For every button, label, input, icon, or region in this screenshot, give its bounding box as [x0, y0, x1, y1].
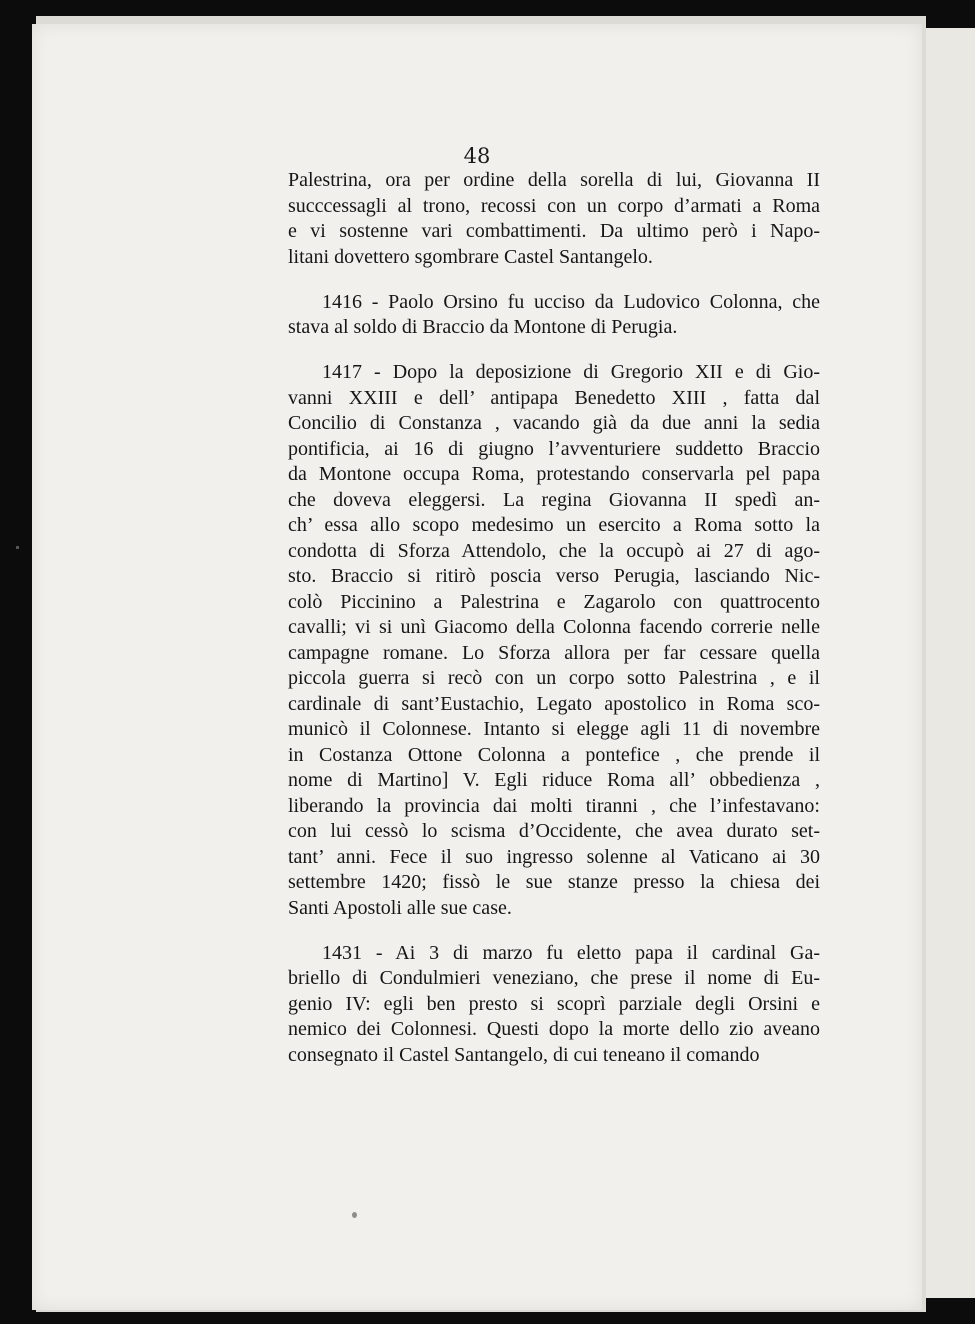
- text-line: da Montone occupa Roma, protestando conservarla pel papa: [288, 463, 820, 485]
- paper-blemish: [352, 1212, 357, 1218]
- text-line: municò il Colonnese. Intanto si elegge agli 11 di novembre: [288, 718, 820, 740]
- text-line: Santi Apostoli alle sue case.: [288, 896, 512, 919]
- text-line: in Costanza Ottone Colonna a pontefice , che prende il: [288, 743, 820, 766]
- text-line: tant’ anni. Fece il suo ingresso solenne al Vaticano ai 30: [288, 845, 820, 868]
- text-line: sto. Braccio si ritirò poscia verso Perugia, lasciando Nic-: [288, 565, 820, 587]
- book-page: [32, 24, 922, 1310]
- text-line: litani dovettero sgombrare Castel Santangelo.: [288, 245, 653, 268]
- text-line: consegnato il Castel Santangelo, di cui teneano il comando: [288, 1043, 760, 1066]
- text-line: piccola guerra si recò con un corpo sotto Palestrina , e il: [288, 667, 820, 689]
- text-line: vanni XXIII e dell’ antipapa Benedetto XIII , fatta dal: [288, 386, 820, 409]
- text-line: liberando la provincia dai molti tiranni , che l’infestavano:: [288, 794, 820, 817]
- page-body-text: [288, 168, 820, 1068]
- scan-speck: [16, 546, 19, 549]
- adjacent-page-edge: [925, 28, 975, 1298]
- text-line: Palestrina, ora per ordine della sorella di lui, Giovanna II: [288, 169, 820, 191]
- text-line: Concilio di Constanza , vacando già da due anni la sedia: [288, 412, 820, 434]
- text-line: ch’ essa allo scopo medesimo un esercito a Roma sotto la: [288, 514, 820, 536]
- text-line: succcessagli al trono, recossi con un corpo d’armati a Roma: [288, 194, 820, 217]
- text-line: genio IV: egli ben presto si scoprì parziale degli Orsini e: [288, 992, 820, 1015]
- text-line: pontificia, ai 16 di giugno l’avventuriere suddetto Braccio: [288, 437, 820, 460]
- text-line: briello di Condulmieri veneziano, che prese il nome di Eu-: [288, 967, 820, 989]
- page-number: 48: [463, 144, 491, 168]
- text-line: nemico dei Colonnesi. Questi dopo la morte dello zio aveano: [288, 1018, 820, 1040]
- text-line: nome di Martino] V. Egli riduce Roma all’ obbedienza ,: [288, 769, 820, 791]
- paragraph: [288, 360, 820, 921]
- text-line: con lui cessò lo scisma d’Occidente, che avea durato set-: [288, 820, 820, 842]
- paragraph: [288, 290, 820, 341]
- text-line: settembre 1420; fissò le sue stanze presso la chiesa dei: [288, 871, 820, 893]
- text-line: 1416 - Paolo Orsino fu ucciso da Ludovico Colonna, che: [322, 290, 820, 313]
- text-line: e vi sostenne vari combattimenti. Da ultimo però i Napo-: [288, 220, 820, 242]
- text-line: campagne romane. Lo Sforza allora per far cessare quella: [288, 641, 820, 664]
- text-line: cardinale di sant’Eustachio, Legato apostolico in Roma sco-: [288, 692, 820, 715]
- text-line: 1431 - Ai 3 di marzo fu eletto papa il cardinal Ga-: [322, 941, 820, 964]
- text-line: che doveva eleggersi. La regina Giovanna II spedì an-: [288, 488, 820, 511]
- text-line: colò Piccinino a Palestrina e Zagarolo con quattrocento: [288, 590, 820, 613]
- text-line: condotta di Sforza Attendolo, che la occupò ai 27 di ago-: [288, 539, 820, 562]
- paragraph: [288, 941, 820, 1069]
- paragraph: [288, 168, 820, 270]
- text-line: cavalli; vi si unì Giacomo della Colonna facendo correrie nelle: [288, 616, 820, 638]
- text-line: 1417 - Dopo la deposizione di Gregorio XII e di Gio-: [322, 361, 820, 383]
- text-line: stava al soldo di Braccio da Montone di Perugia.: [288, 316, 678, 338]
